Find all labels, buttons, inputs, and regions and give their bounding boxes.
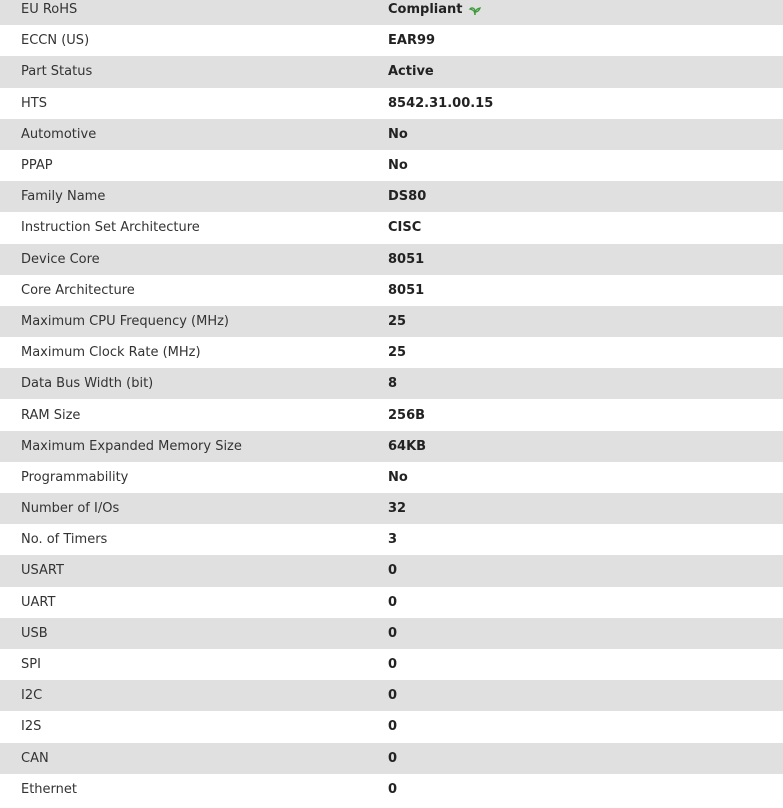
spec-row-max-clock-rate [0, 337, 783, 368]
spec-value: Active [388, 64, 434, 80]
spec-row-ram-size [0, 399, 783, 430]
spec-row-eccn [0, 25, 783, 56]
spec-label: I2C [21, 688, 43, 704]
spec-row-no-of-timers [0, 524, 783, 555]
spec-value: 0 [388, 750, 398, 766]
spec-value: 64KB [388, 438, 427, 454]
spec-row-eu-rohs [0, 0, 783, 25]
spec-row-part-status [0, 56, 783, 87]
spec-value: 0 [388, 688, 398, 704]
spec-row-programmability [0, 462, 783, 493]
spec-label: EU RoHS [21, 2, 78, 18]
spec-label: Maximum CPU Frequency (MHz) [21, 313, 229, 329]
spec-label: Maximum Expanded Memory Size [21, 438, 242, 454]
spec-value: DS80 [388, 189, 427, 205]
spec-value: Compliant [388, 2, 463, 18]
spec-row-family-name [0, 181, 783, 212]
spec-value: 8 [388, 376, 398, 392]
spec-row-number-of-ios [0, 493, 783, 524]
spec-label: Programmability [21, 469, 129, 485]
spec-label: RAM Size [21, 407, 81, 423]
spec-label: UART [21, 594, 56, 610]
spec-row-usb [0, 618, 783, 649]
spec-label: Data Bus Width (bit) [21, 376, 154, 392]
spec-value: 0 [388, 594, 398, 610]
spec-value: CISC [388, 220, 422, 236]
spec-label: CAN [21, 750, 49, 766]
spec-row-data-bus-width [0, 368, 783, 399]
spec-row-device-core [0, 244, 783, 275]
spec-value: 25 [388, 345, 407, 361]
spec-label: SPI [21, 657, 41, 673]
spec-row-instruction-set [0, 212, 783, 243]
spec-label: Maximum Clock Rate (MHz) [21, 345, 201, 361]
spec-value: 0 [388, 781, 398, 797]
spec-value: 32 [388, 501, 407, 517]
spec-row-core-architecture [0, 275, 783, 306]
spec-row-spi [0, 649, 783, 680]
spec-label: Automotive [21, 126, 97, 142]
spec-label: USB [21, 625, 48, 641]
spec-row-usart [0, 555, 783, 586]
spec-value: 8051 [388, 282, 425, 298]
spec-value: 3 [388, 532, 398, 548]
spec-row-uart [0, 587, 783, 618]
spec-value: 0 [388, 657, 398, 673]
spec-label: PPAP [21, 158, 53, 174]
spec-value: 25 [388, 313, 407, 329]
spec-value: 256B [388, 407, 426, 423]
spec-label: Device Core [21, 251, 100, 267]
spec-row-can [0, 743, 783, 774]
spec-value: 0 [388, 563, 398, 579]
spec-label: Core Architecture [21, 282, 135, 298]
spec-row-i2s [0, 711, 783, 742]
leaf-icon [468, 4, 482, 16]
spec-row-i2c [0, 680, 783, 711]
spec-label: Family Name [21, 189, 106, 205]
spec-row-automotive [0, 119, 783, 150]
spec-label: Part Status [21, 64, 93, 80]
spec-label: Number of I/Os [21, 501, 120, 517]
spec-label: Ethernet [21, 781, 77, 797]
spec-value: No [388, 469, 408, 485]
spec-value: No [388, 126, 408, 142]
spec-label: ECCN (US) [21, 33, 90, 49]
spec-value: 0 [388, 719, 398, 735]
spec-value: EAR99 [388, 33, 436, 49]
spec-value-container [388, 2, 783, 17]
spec-row-max-expanded-memory [0, 431, 783, 462]
spec-row-max-cpu-frequency [0, 306, 783, 337]
spec-value: No [388, 158, 408, 174]
spec-value: 8542.31.00.15 [388, 95, 494, 111]
spec-label: HTS [21, 95, 47, 111]
spec-row-ppap [0, 150, 783, 181]
spec-label: Instruction Set Architecture [21, 220, 200, 236]
spec-label: I2S [21, 719, 42, 735]
spec-value: 0 [388, 625, 398, 641]
spec-label: USART [21, 563, 64, 579]
spec-row-hts [0, 88, 783, 119]
spec-row-ethernet [0, 774, 783, 805]
spec-label: No. of Timers [21, 532, 108, 548]
spec-value: 8051 [388, 251, 425, 267]
